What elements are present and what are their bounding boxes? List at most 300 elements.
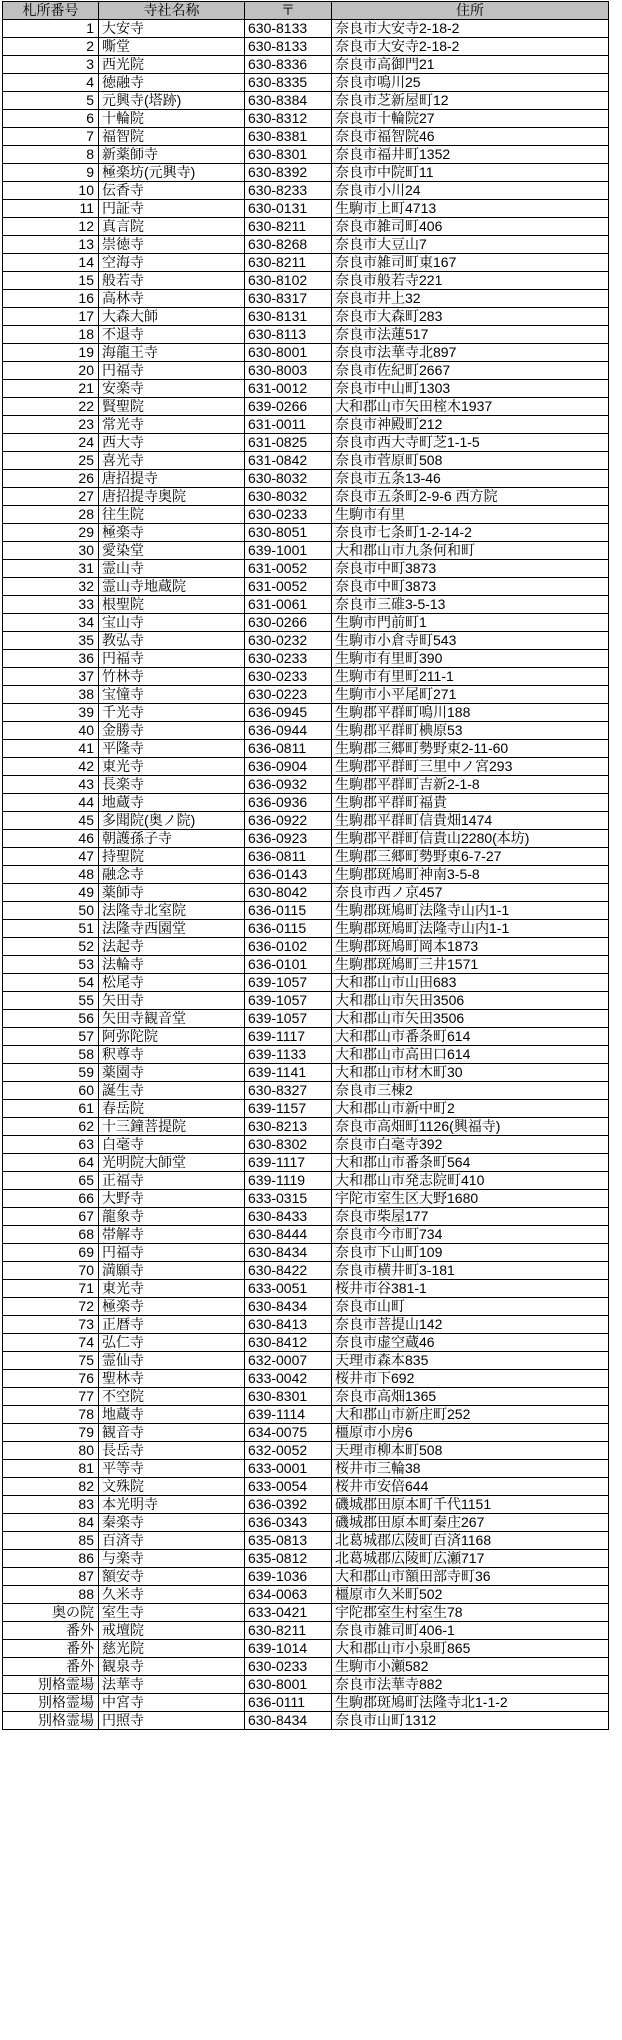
cell-address: 生駒郡三郷町勢野東6-7-27 <box>332 848 609 866</box>
cell-zip: 636-0102 <box>245 938 332 956</box>
cell-zip: 630-8211 <box>245 254 332 272</box>
cell-number: 57 <box>3 1028 99 1046</box>
cell-name: 円福寺 <box>99 1244 245 1262</box>
cell-number: 83 <box>3 1496 99 1514</box>
cell-number: 58 <box>3 1046 99 1064</box>
cell-number: 8 <box>3 146 99 164</box>
cell-name: 十輪院 <box>99 110 245 128</box>
cell-address: 奈良市小川24 <box>332 182 609 200</box>
cell-name: 阿弥陀院 <box>99 1028 245 1046</box>
cell-name: 法華寺 <box>99 1676 245 1694</box>
cell-number: 77 <box>3 1388 99 1406</box>
cell-address: 生駒市有里 <box>332 506 609 524</box>
cell-zip: 633-0001 <box>245 1460 332 1478</box>
table-row <box>3 668 609 686</box>
cell-name: 霊仙寺 <box>99 1352 245 1370</box>
cell-name: 本光明寺 <box>99 1496 245 1514</box>
cell-zip: 630-8032 <box>245 470 332 488</box>
table-row <box>3 1118 609 1136</box>
cell-address: 奈良市福井町1352 <box>332 146 609 164</box>
table-row <box>3 560 609 578</box>
cell-address: 奈良市菅原町508 <box>332 452 609 470</box>
table-row <box>3 182 609 200</box>
table-row <box>3 1208 609 1226</box>
cell-number: 24 <box>3 434 99 452</box>
cell-address: 大和郡山市番条町614 <box>332 1028 609 1046</box>
header-zip: 〒 <box>245 2 332 20</box>
cell-number: 47 <box>3 848 99 866</box>
cell-zip: 630-8434 <box>245 1244 332 1262</box>
cell-zip: 634-0075 <box>245 1424 332 1442</box>
cell-number: 50 <box>3 902 99 920</box>
cell-address: 奈良市今市町734 <box>332 1226 609 1244</box>
cell-number: 14 <box>3 254 99 272</box>
cell-address: 奈良市菩提山142 <box>332 1316 609 1334</box>
cell-zip: 630-0223 <box>245 686 332 704</box>
table-row <box>3 1352 609 1370</box>
header-address: 住所 <box>332 2 609 20</box>
cell-address: 奈良市山町 <box>332 1298 609 1316</box>
table-row <box>3 1604 609 1622</box>
table-row <box>3 1262 609 1280</box>
cell-name: 満願寺 <box>99 1262 245 1280</box>
cell-address: 奈良市井上32 <box>332 290 609 308</box>
cell-name: 矢田寺 <box>99 992 245 1010</box>
table-row <box>3 938 609 956</box>
table-row <box>3 578 609 596</box>
cell-name: 春岳院 <box>99 1100 245 1118</box>
cell-address: 奈良市芝新屋町12 <box>332 92 609 110</box>
cell-name: 円福寺 <box>99 650 245 668</box>
table-row <box>3 416 609 434</box>
cell-address: 天理市柳本町508 <box>332 1442 609 1460</box>
cell-address: 生駒郡斑鳩町法隆寺山内1-1 <box>332 920 609 938</box>
cell-number: 34 <box>3 614 99 632</box>
cell-address: 桜井市安倍644 <box>332 1478 609 1496</box>
table-row <box>3 596 609 614</box>
table-row <box>3 1190 609 1208</box>
cell-zip: 630-0131 <box>245 200 332 218</box>
table-row <box>3 1442 609 1460</box>
table-row <box>3 1316 609 1334</box>
table-row <box>3 1370 609 1388</box>
table-row <box>3 272 609 290</box>
cell-number: 27 <box>3 488 99 506</box>
cell-zip: 630-8381 <box>245 128 332 146</box>
table-row <box>3 1496 609 1514</box>
cell-address: 橿原市小房6 <box>332 1424 609 1442</box>
cell-zip: 636-0115 <box>245 902 332 920</box>
cell-zip: 636-0101 <box>245 956 332 974</box>
cell-number: 19 <box>3 344 99 362</box>
cell-number: 67 <box>3 1208 99 1226</box>
cell-name: 観音寺 <box>99 1424 245 1442</box>
cell-address: 奈良市十輪院27 <box>332 110 609 128</box>
cell-number: 9 <box>3 164 99 182</box>
cell-name: 極楽坊(元興寺) <box>99 164 245 182</box>
cell-number: 別格霊場 <box>3 1676 99 1694</box>
cell-name: 千光寺 <box>99 704 245 722</box>
cell-number: 46 <box>3 830 99 848</box>
cell-address: 大和郡山市矢田3506 <box>332 992 609 1010</box>
cell-number: 20 <box>3 362 99 380</box>
cell-address: 大和郡山市矢田3506 <box>332 1010 609 1028</box>
cell-name: 与楽寺 <box>99 1550 245 1568</box>
cell-zip: 639-1141 <box>245 1064 332 1082</box>
table-row <box>3 776 609 794</box>
cell-name: 唐招提寺奥院 <box>99 488 245 506</box>
cell-name: 西光院 <box>99 56 245 74</box>
cell-zip: 639-1117 <box>245 1028 332 1046</box>
cell-name: 地蔵寺 <box>99 794 245 812</box>
cell-zip: 636-0932 <box>245 776 332 794</box>
table-row <box>3 1550 609 1568</box>
table-row <box>3 1010 609 1028</box>
cell-address: 桜井市下692 <box>332 1370 609 1388</box>
table-row <box>3 614 609 632</box>
table-row <box>3 1514 609 1532</box>
cell-number: 52 <box>3 938 99 956</box>
cell-number: 36 <box>3 650 99 668</box>
cell-address: 大和郡山市新中町2 <box>332 1100 609 1118</box>
cell-zip: 630-8434 <box>245 1712 332 1730</box>
cell-number: 番外 <box>3 1658 99 1676</box>
table-row <box>3 992 609 1010</box>
cell-address: 奈良市白毫寺392 <box>332 1136 609 1154</box>
cell-number: 45 <box>3 812 99 830</box>
cell-number: 2 <box>3 38 99 56</box>
cell-name: 大森大師 <box>99 308 245 326</box>
cell-name: 高林寺 <box>99 290 245 308</box>
cell-number: 12 <box>3 218 99 236</box>
table-row <box>3 1532 609 1550</box>
cell-name: 海龍王寺 <box>99 344 245 362</box>
cell-number: 33 <box>3 596 99 614</box>
table-row <box>3 20 609 38</box>
cell-address: 生駒郡平群町信貴山2280(本坊) <box>332 830 609 848</box>
table-row <box>3 1064 609 1082</box>
cell-zip: 636-0111 <box>245 1694 332 1712</box>
cell-number: 49 <box>3 884 99 902</box>
cell-zip: 630-8133 <box>245 20 332 38</box>
cell-name: 伝香寺 <box>99 182 245 200</box>
cell-name: 持聖院 <box>99 848 245 866</box>
cell-number: 29 <box>3 524 99 542</box>
cell-zip: 630-8412 <box>245 1334 332 1352</box>
table-row <box>3 1082 609 1100</box>
table-row <box>3 956 609 974</box>
cell-number: 31 <box>3 560 99 578</box>
cell-name: 法輪寺 <box>99 956 245 974</box>
cell-number: 74 <box>3 1334 99 1352</box>
table-row <box>3 1100 609 1118</box>
cell-zip: 630-8317 <box>245 290 332 308</box>
cell-zip: 639-1133 <box>245 1046 332 1064</box>
cell-address: 生駒郡平群町椣原53 <box>332 722 609 740</box>
cell-zip: 630-0233 <box>245 650 332 668</box>
cell-address: 奈良市七条町1-2-14-2 <box>332 524 609 542</box>
table-row <box>3 920 609 938</box>
cell-zip: 630-8131 <box>245 308 332 326</box>
cell-zip: 630-8233 <box>245 182 332 200</box>
cell-name: 金勝寺 <box>99 722 245 740</box>
cell-zip: 630-8312 <box>245 110 332 128</box>
cell-address: 奈良市中町3873 <box>332 578 609 596</box>
cell-zip: 633-0315 <box>245 1190 332 1208</box>
cell-number: 48 <box>3 866 99 884</box>
cell-address: 奈良市福智院46 <box>332 128 609 146</box>
cell-name: 真言院 <box>99 218 245 236</box>
cell-address: 宇陀市室生区大野1680 <box>332 1190 609 1208</box>
cell-zip: 630-8392 <box>245 164 332 182</box>
cell-name: 薬園寺 <box>99 1064 245 1082</box>
cell-number: 40 <box>3 722 99 740</box>
table-row <box>3 1622 609 1640</box>
cell-number: 79 <box>3 1424 99 1442</box>
cell-number: 44 <box>3 794 99 812</box>
cell-address: 磯城郡田原本町千代1151 <box>332 1496 609 1514</box>
cell-address: 奈良市佐紀町2667 <box>332 362 609 380</box>
cell-zip: 633-0421 <box>245 1604 332 1622</box>
table-row <box>3 38 609 56</box>
cell-number: 69 <box>3 1244 99 1262</box>
cell-number: 63 <box>3 1136 99 1154</box>
cell-name: 矢田寺観音堂 <box>99 1010 245 1028</box>
cell-name: 地蔵寺 <box>99 1406 245 1424</box>
cell-number: 番外 <box>3 1622 99 1640</box>
cell-number: 68 <box>3 1226 99 1244</box>
cell-zip: 630-8032 <box>245 488 332 506</box>
cell-number: 56 <box>3 1010 99 1028</box>
table-row <box>3 434 609 452</box>
cell-zip: 632-0007 <box>245 1352 332 1370</box>
cell-name: 聖林寺 <box>99 1370 245 1388</box>
table-row <box>3 1460 609 1478</box>
cell-address: 大和郡山市高田口614 <box>332 1046 609 1064</box>
cell-number: 41 <box>3 740 99 758</box>
cell-address: 奈良市山町1312 <box>332 1712 609 1730</box>
cell-name: 額安寺 <box>99 1568 245 1586</box>
temple-list-table <box>2 1 609 1730</box>
cell-number: 22 <box>3 398 99 416</box>
cell-name: 西大寺 <box>99 434 245 452</box>
cell-address: 奈良市西ノ京457 <box>332 884 609 902</box>
cell-name: 円福寺 <box>99 362 245 380</box>
cell-name: 極楽寺 <box>99 524 245 542</box>
cell-zip: 630-8133 <box>245 38 332 56</box>
cell-address: 大和郡山市山田683 <box>332 974 609 992</box>
cell-number: 53 <box>3 956 99 974</box>
cell-zip: 630-8301 <box>245 146 332 164</box>
cell-address: 奈良市横井町3-181 <box>332 1262 609 1280</box>
table-row <box>3 848 609 866</box>
cell-address: 生駒市有里町390 <box>332 650 609 668</box>
table-row <box>3 218 609 236</box>
cell-zip: 631-0842 <box>245 452 332 470</box>
cell-number: 39 <box>3 704 99 722</box>
cell-address: 生駒郡斑鳩町法隆寺山内1-1 <box>332 902 609 920</box>
cell-name: 新薬師寺 <box>99 146 245 164</box>
table-row <box>3 1136 609 1154</box>
cell-address: 生駒郡斑鳩町法隆寺北1-1-2 <box>332 1694 609 1712</box>
cell-zip: 631-0052 <box>245 560 332 578</box>
cell-zip: 630-8213 <box>245 1118 332 1136</box>
cell-name: 釈尊寺 <box>99 1046 245 1064</box>
table-row <box>3 974 609 992</box>
table-row <box>3 1046 609 1064</box>
cell-name: 平隆寺 <box>99 740 245 758</box>
cell-name: 秦楽寺 <box>99 1514 245 1532</box>
cell-name: 朝護孫子寺 <box>99 830 245 848</box>
table-row <box>3 1028 609 1046</box>
cell-zip: 630-8433 <box>245 1208 332 1226</box>
table-row <box>3 866 609 884</box>
cell-address: 磯城郡田原本町秦庄267 <box>332 1514 609 1532</box>
cell-address: 大和郡山市材木町30 <box>332 1064 609 1082</box>
cell-name: 正福寺 <box>99 1172 245 1190</box>
cell-zip: 636-0945 <box>245 704 332 722</box>
cell-number: 28 <box>3 506 99 524</box>
cell-zip: 630-8051 <box>245 524 332 542</box>
cell-zip: 639-1114 <box>245 1406 332 1424</box>
cell-address: 生駒郡三郷町勢野東2-11-60 <box>332 740 609 758</box>
cell-name: 宝山寺 <box>99 614 245 632</box>
cell-number: 75 <box>3 1352 99 1370</box>
cell-number: 55 <box>3 992 99 1010</box>
cell-zip: 630-0233 <box>245 506 332 524</box>
cell-number: 87 <box>3 1568 99 1586</box>
cell-name: 松尾寺 <box>99 974 245 992</box>
cell-number: 73 <box>3 1316 99 1334</box>
cell-name: 文殊院 <box>99 1478 245 1496</box>
cell-zip: 631-0052 <box>245 578 332 596</box>
table-row <box>3 164 609 182</box>
cell-number: 42 <box>3 758 99 776</box>
cell-number: 78 <box>3 1406 99 1424</box>
cell-number: 70 <box>3 1262 99 1280</box>
cell-name: 戒壇院 <box>99 1622 245 1640</box>
cell-address: 奈良市高御門21 <box>332 56 609 74</box>
cell-number: 86 <box>3 1550 99 1568</box>
table-row <box>3 200 609 218</box>
table-row <box>3 1244 609 1262</box>
cell-address: 奈良市五条町2-9-6 西方院 <box>332 488 609 506</box>
cell-name: 円証寺 <box>99 200 245 218</box>
cell-number: 81 <box>3 1460 99 1478</box>
cell-zip: 636-0143 <box>245 866 332 884</box>
cell-address: 生駒市小平尾町271 <box>332 686 609 704</box>
cell-zip: 630-0233 <box>245 668 332 686</box>
cell-number: 84 <box>3 1514 99 1532</box>
table-row <box>3 308 609 326</box>
cell-name: 帯解寺 <box>99 1226 245 1244</box>
table-row <box>3 362 609 380</box>
table-row <box>3 254 609 272</box>
table-row <box>3 1694 609 1712</box>
cell-name: 中宮寺 <box>99 1694 245 1712</box>
cell-zip: 630-8003 <box>245 362 332 380</box>
cell-address: 天理市森本835 <box>332 1352 609 1370</box>
table-row <box>3 92 609 110</box>
cell-name: 不空院 <box>99 1388 245 1406</box>
table-row <box>3 1406 609 1424</box>
cell-address: 桜井市三輪38 <box>332 1460 609 1478</box>
cell-address: 奈良市中院町11 <box>332 164 609 182</box>
cell-name: 崇徳寺 <box>99 236 245 254</box>
table-row <box>3 704 609 722</box>
cell-address: 奈良市大森町283 <box>332 308 609 326</box>
cell-number: 18 <box>3 326 99 344</box>
cell-address: 奈良市鳴川25 <box>332 74 609 92</box>
cell-name: 融念寺 <box>99 866 245 884</box>
cell-number: 38 <box>3 686 99 704</box>
cell-address: 奈良市雑司町東167 <box>332 254 609 272</box>
cell-name: 福智院 <box>99 128 245 146</box>
table-row <box>3 1424 609 1442</box>
cell-name: 法起寺 <box>99 938 245 956</box>
cell-zip: 636-0811 <box>245 740 332 758</box>
cell-address: 大和郡山市小泉町865 <box>332 1640 609 1658</box>
table-row <box>3 128 609 146</box>
cell-name: 霊山寺地蔵院 <box>99 578 245 596</box>
cell-address: 大和郡山市矢田榁木1937 <box>332 398 609 416</box>
cell-zip: 630-8001 <box>245 344 332 362</box>
cell-zip: 631-0061 <box>245 596 332 614</box>
cell-name: 嘶堂 <box>99 38 245 56</box>
cell-name: 大安寺 <box>99 20 245 38</box>
cell-address: 大和郡山市額田部寺町36 <box>332 1568 609 1586</box>
cell-address: 奈良市柴屋177 <box>332 1208 609 1226</box>
cell-name: 般若寺 <box>99 272 245 290</box>
cell-name: 平等寺 <box>99 1460 245 1478</box>
cell-address: 奈良市高畑1365 <box>332 1388 609 1406</box>
table-row <box>3 758 609 776</box>
cell-number: 15 <box>3 272 99 290</box>
cell-number: 80 <box>3 1442 99 1460</box>
cell-zip: 639-0266 <box>245 398 332 416</box>
cell-number: 奥の院 <box>3 1604 99 1622</box>
cell-name: 薬師寺 <box>99 884 245 902</box>
cell-zip: 632-0052 <box>245 1442 332 1460</box>
cell-zip: 630-0232 <box>245 632 332 650</box>
cell-number: 23 <box>3 416 99 434</box>
cell-zip: 630-8268 <box>245 236 332 254</box>
cell-name: 久米寺 <box>99 1586 245 1604</box>
cell-address: 生駒市有里町211-1 <box>332 668 609 686</box>
cell-address: 奈良市神殿町212 <box>332 416 609 434</box>
cell-zip: 631-0825 <box>245 434 332 452</box>
cell-name: 常光寺 <box>99 416 245 434</box>
cell-zip: 636-0343 <box>245 1514 332 1532</box>
table-row <box>3 326 609 344</box>
table-row <box>3 542 609 560</box>
table-row <box>3 650 609 668</box>
cell-address: 奈良市虚空蔵46 <box>332 1334 609 1352</box>
cell-name: 元興寺(塔跡) <box>99 92 245 110</box>
cell-address: 宇陀郡室生村室生78 <box>332 1604 609 1622</box>
cell-zip: 636-0115 <box>245 920 332 938</box>
cell-zip: 630-0266 <box>245 614 332 632</box>
cell-address: 生駒郡平群町信貴畑1474 <box>332 812 609 830</box>
cell-address: 北葛城郡広陵町広瀬717 <box>332 1550 609 1568</box>
cell-name: 法隆寺西園堂 <box>99 920 245 938</box>
cell-address: 大和郡山市九条何和町 <box>332 542 609 560</box>
table-row <box>3 488 609 506</box>
cell-zip: 639-1057 <box>245 1010 332 1028</box>
cell-address: 生駒郡平群町鳴川188 <box>332 704 609 722</box>
cell-zip: 636-0923 <box>245 830 332 848</box>
cell-address: 奈良市大豆山7 <box>332 236 609 254</box>
